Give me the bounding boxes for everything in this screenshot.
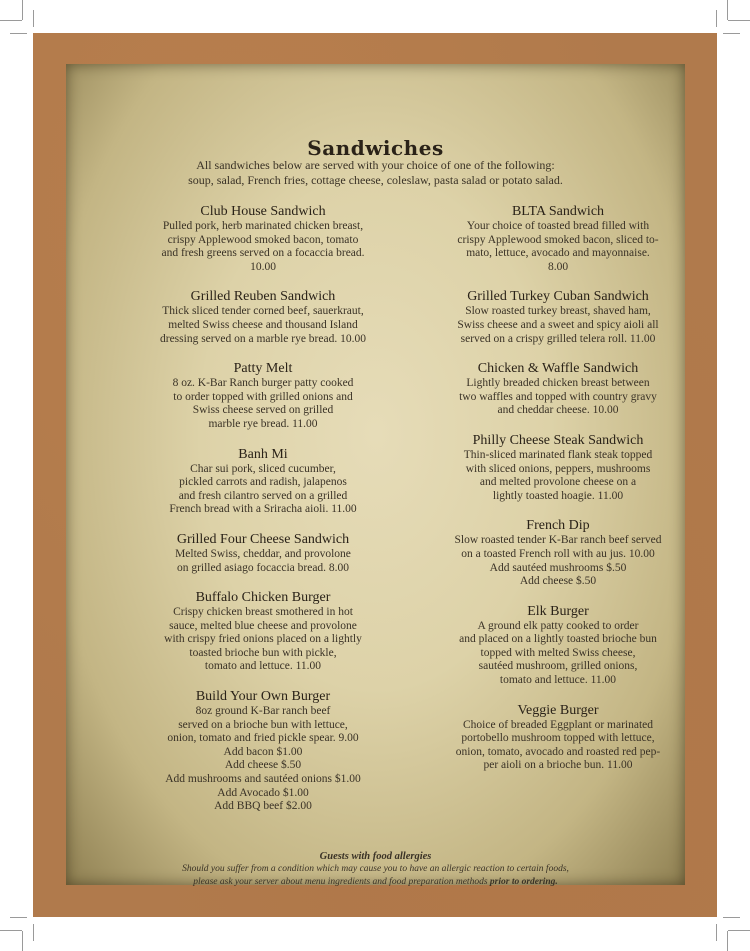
allergy-line: Should you suffer from a condition which may cause you to have an allergic reaction to certain foods, [182,864,569,874]
menu-item-name: Philly Cheese Steak Sandwich [472,432,644,448]
menu-item-description: per aioli on a brioche bun. 11.00 [483,759,633,772]
menu-item-description: on a toasted French roll with au jus. 10.00 [461,547,655,560]
crop-mark [0,930,22,931]
right-column [428,204,688,788]
menu-item-description: Add sautéed mushrooms $.50 [489,561,627,574]
menu-item-description: and cheddar cheese. 10.00 [497,404,619,417]
menu-item-description: with crispy fried onions placed on a lightly [164,633,362,646]
menu-item-description: mato, lettuce, avocado and mayonnaise. [466,247,650,260]
menu-item-description: Add mushrooms and sautéed onions $1.00 [165,773,361,786]
menu-item [133,447,393,517]
allergy-line [66,876,685,889]
menu-item-description: Add Avocado $1.00 [217,786,309,799]
menu-item-description: served on a brioche bun with lettuce, [178,718,348,731]
menu-frame [33,33,717,917]
menu-item-name: Build Your Own Burger [195,689,331,705]
menu-item-name: Veggie Burger [517,702,599,718]
menu-item-description: Your choice of toasted bread filled with [466,220,650,232]
menu-item [428,604,688,688]
crop-mark [33,924,34,941]
menu-item-name: French Dip [526,518,590,534]
menu-item-description: 8.00 [547,260,569,273]
menu-item [428,361,688,418]
menu-item-description: Add BBQ beef $2.00 [214,800,312,813]
menu-item-description: Crispy chicken breast smothered in hot [173,606,353,619]
menu-item [133,590,393,674]
menu-item-description: with sliced onions, peppers, mushrooms [465,462,651,475]
crop-mark [728,930,750,931]
menu-item-name: Club House Sandwich [200,204,326,219]
menu-item-description: Slow roasted turkey breast, shaved ham, [465,305,651,318]
crop-mark [22,0,23,20]
menu-item-description: and placed on a lightly toasted brioche bun [459,633,657,646]
menu-item-description: to order topped with grilled onions and [173,390,353,403]
menu-item [133,361,393,431]
crop-mark [22,931,23,951]
menu-intro [66,158,685,188]
menu-item-description: Lightly breaded chicken breast between [466,377,650,390]
menu-item [428,289,688,346]
menu-item-description: Add bacon $1.00 [223,745,303,758]
menu-item-description: onion, tomato and fried pickle spear. 9.00 [167,732,359,745]
left-column [133,204,393,829]
menu-item-description: Thick sliced tender corned beef, sauerkraut, [162,305,364,318]
menu-item-description: Add cheese $.50 [519,575,597,588]
menu-item-description: Add cheese $.50 [224,759,302,772]
menu-item-description: Thin-sliced marinated flank steak topped [463,448,653,461]
menu-item-name: Grilled Four Cheese Sandwich [176,531,350,547]
menu-item-description: onion, tomato, avocado and roasted red pep- [455,745,661,758]
crop-mark [10,917,27,918]
crop-mark [727,931,728,951]
crop-mark [10,33,27,34]
menu-item [428,703,688,773]
intro-line: All sandwiches below are served with your choice of one of the following: [196,158,555,172]
menu-item-description: on grilled asiago focaccia bread. 8.00 [176,561,350,574]
menu-item-description: sauce, melted blue cheese and provolone [169,619,357,632]
menu-item-description: 8oz ground K-Bar ranch beef [195,705,331,718]
menu-item-description: topped with melted Swiss cheese, [480,646,636,659]
menu-item-description: portobello mushroom topped with lettuce, [461,732,655,745]
menu-item-name: Patty Melt [233,361,293,377]
menu-item-description: tomato and lettuce. 11.00 [499,674,617,687]
menu-item-description: Pulled pork, herb marinated chicken breast, [162,220,364,232]
menu-item-description: marble rye bread. 11.00 [208,417,318,430]
menu-item-description: A ground elk patty cooked to order [477,619,639,632]
menu-item-description: served on a crispy grilled telera roll. 11.00 [460,332,656,345]
menu-item-description: Choice of breaded Eggplant or marinated [463,718,653,731]
menu-item-description: and fresh greens served on a focaccia bread. [161,247,365,260]
menu-item-description: crispy Applewood smoked bacon, tomato [167,233,359,246]
menu-item [428,433,688,503]
menu-item-description: two waffles and topped with country gravy [459,390,657,403]
menu-item-name: Grilled Reuben Sandwich [190,289,336,305]
menu-item [133,532,393,575]
crop-mark [0,20,22,21]
menu-item-description: Swiss cheese and a sweet and spicy aioli all [457,318,659,331]
allergy-emphasis: prior to ordering. [489,877,558,887]
menu-item [133,689,393,814]
crop-mark [33,10,34,27]
menu-item-name: Chicken & Waffle Sandwich [477,361,639,377]
allergy-title: Guests with food allergies [319,851,432,862]
menu-item [133,204,393,274]
menu-item-description: Swiss cheese served on grilled [192,404,334,417]
menu-item-name: Elk Burger [527,603,589,619]
allergy-notice [66,850,685,889]
crop-mark [723,33,740,34]
menu-item-name: BLTA Sandwich [511,204,605,219]
intro-line: soup, salad, French fries, cottage cheese, coleslaw, pasta salad or potato salad. [188,173,563,187]
menu-item-description: French bread with a Sriracha aioli. 11.00 [169,503,357,516]
allergy-text: please ask your server about menu ingredients and food preparation methods [193,877,490,887]
menu-item [428,518,688,588]
menu-item-description: 10.00 [250,260,276,273]
menu-panel [66,64,685,885]
menu-item-description: 8 oz. K-Bar Ranch burger patty cooked [172,377,354,390]
menu-item-description: sautéed mushroom, grilled onions, [478,660,638,673]
menu-item-name: Buffalo Chicken Burger [195,590,331,606]
menu-item [133,289,393,346]
menu-item-description: Char sui pork, sliced cucumber, [190,462,336,475]
crop-mark [723,917,740,918]
menu-item-description: toasted brioche bun with pickle, [189,646,337,659]
crop-mark [727,0,728,20]
menu-item-description: lightly toasted hoagie. 11.00 [492,489,624,502]
menu-item-description: and fresh cilantro served on a grilled [178,489,348,502]
menu-item-description: and melted provolone cheese on a [479,476,637,489]
crop-mark [716,924,717,941]
menu-item-description: crispy Applewood smoked bacon, sliced to- [457,233,659,246]
crop-mark [728,20,750,21]
menu-item-description: melted Swiss cheese and thousand Island [168,318,358,331]
menu-title: Sandwiches [307,136,444,160]
menu-item-description: Melted Swiss, cheddar, and provolone [175,547,351,560]
menu-item [428,204,688,274]
menu-item-description: Slow roasted tender K-Bar ranch beef served [454,534,662,547]
menu-item-description: dressing served on a marble rye bread. 10.00 [160,332,366,345]
menu-item-name: Banh Mi [238,446,288,462]
menu-item-description: pickled carrots and radish, jalapenos [179,476,347,489]
crop-mark [716,10,717,27]
menu-item-name: Grilled Turkey Cuban Sandwich [467,289,649,305]
menu-item-description: tomato and lettuce. 11.00 [204,660,322,673]
